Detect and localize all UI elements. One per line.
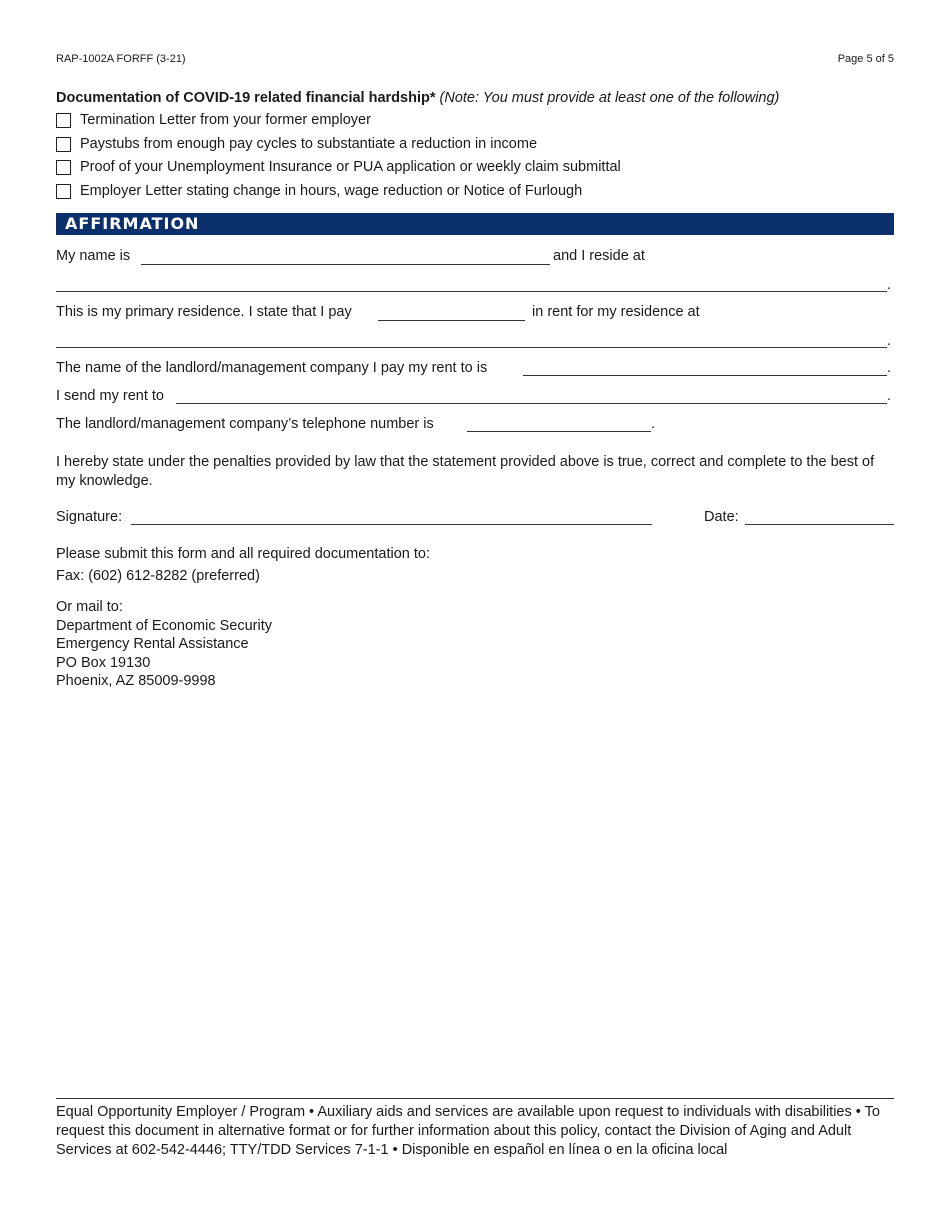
submission-instruction: Please submit this form and all required documentation to:: [56, 546, 430, 562]
documentation-title: [56, 90, 779, 106]
footer-divider: [56, 1098, 894, 1099]
period: .: [887, 277, 892, 293]
option-label: Paystubs from enough pay cycles to substantiate a reduction in income: [80, 136, 538, 152]
name-prefix: My name is: [56, 248, 131, 264]
name-field[interactable]: [141, 264, 550, 265]
fax-number: Fax: (602) 612-8282 (preferred): [56, 568, 260, 584]
affirmation-banner: AFFIRMATION: [56, 213, 894, 235]
page-number: Page 5 of 5: [837, 53, 894, 65]
landlord-label: The name of the landlord/management company I pay my rent to is: [56, 360, 488, 376]
landlord-name-field[interactable]: [523, 375, 887, 376]
checkbox[interactable]: [56, 160, 71, 175]
option-label: Termination Letter from your former employer: [80, 112, 371, 128]
address-line: Department of Economic Security: [56, 618, 272, 634]
rent-suffix: in rent for my residence at: [532, 304, 700, 320]
affirmation-statement: I hereby state under the penalties provided by law that the statement provided above is true, correct and complete to the best of my knowledge.: [56, 454, 875, 489]
option-paystubs[interactable]: [56, 134, 537, 154]
phone-field[interactable]: [467, 431, 651, 432]
date-field[interactable]: [745, 524, 894, 525]
option-unemployment-proof[interactable]: [56, 157, 621, 177]
option-employer-letter[interactable]: [56, 181, 582, 201]
checkbox[interactable]: [56, 184, 71, 199]
footer-notice: Equal Opportunity Employer / Program • Auxiliary aids and services are available upon request to individuals with disabilities • To request this document in alternative format or for further information about this policy, contact the Division of Aging and Adult Services at 602-542-4446; TTY/TDD Services 7-1-1 • Disponible en español en línea o en la oficina local: [56, 1104, 880, 1158]
address-line: Emergency Rental Assistance: [56, 636, 249, 652]
rent-amount-field[interactable]: [378, 320, 525, 321]
name-suffix: and I reside at: [553, 248, 645, 264]
option-label: Proof of your Unemployment Insurance or PUA application or weekly claim submittal: [80, 159, 621, 175]
documentation-heading: Documentation of COVID-19 related financial hardship*: [56, 90, 436, 106]
rent-prefix: This is my primary residence. I state that I pay: [56, 304, 352, 320]
send-rent-label: I send my rent to: [56, 388, 164, 404]
phone-label: The landlord/management company’s telephone number is: [56, 416, 434, 432]
address-line: Phoenix, AZ 85009-9998: [56, 673, 216, 689]
rent-residence-field[interactable]: [56, 347, 887, 348]
period: .: [887, 333, 892, 349]
signature-field[interactable]: [131, 524, 652, 525]
mail-label: Or mail to:: [56, 599, 123, 615]
period: .: [887, 388, 892, 404]
option-label: Employer Letter stating change in hours, wage reduction or Notice of Furlough: [80, 183, 583, 199]
address-line: PO Box 19130: [56, 655, 151, 671]
form-id: RAP-1002A FORFF (3-21): [56, 53, 186, 65]
send-rent-field[interactable]: [176, 403, 887, 404]
period: .: [651, 416, 656, 432]
checkbox[interactable]: [56, 137, 71, 152]
signature-label: Signature:: [56, 509, 123, 525]
residence-address-field[interactable]: [56, 291, 887, 292]
checkbox[interactable]: [56, 113, 71, 128]
period: .: [887, 360, 892, 376]
option-termination-letter[interactable]: [56, 110, 371, 130]
documentation-note: (Note: You must provide at least one of the following): [439, 90, 780, 106]
date-label: Date:: [704, 509, 739, 525]
